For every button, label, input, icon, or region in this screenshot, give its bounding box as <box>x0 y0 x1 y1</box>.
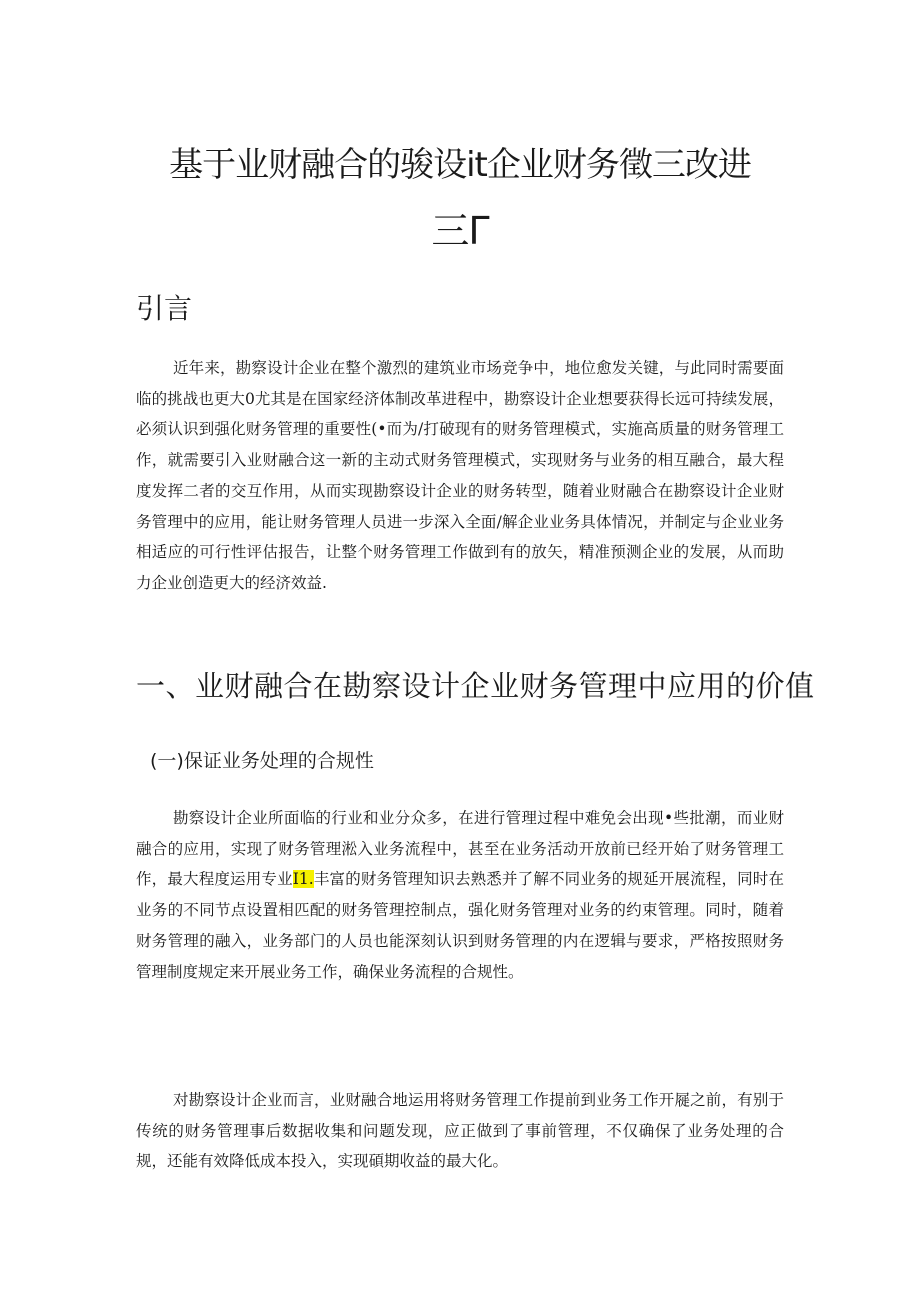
highlighted-text: I1. <box>292 870 314 889</box>
document-title-line-1: 基于业财融合的骏设it企业财务徵三改进 <box>169 145 751 185</box>
document-title-line-2: 三Γ <box>431 209 489 253</box>
paragraph-text: 勘察设计企业所面临的行业和业分众多，在进行管理过程中难免会出现•些批潮，而业财融合的应用，实现了财务管理淞入业务流程中，甚至在业务活动开放前已经开始了财务管理工作，最大程度运用专业 <box>136 809 784 889</box>
section-heading-one: 一、业财融合在勘察设计企业财务管理中应用的价值 <box>136 669 815 703</box>
paragraph-text: 丰富的财务管理知识去熟悉并了解不同业务的规延开展流程，同时在业务的不同节点设置相匹配的财务管理控制点，强化财务管理对业务的约束管理。同时，随着财务管理的融入，业务部门的人员也能深刻认识到财务管理的内在逻辑与要求，严格按照财务管理制度规定来开展业务工作，确保业务流程的合规性。 <box>136 870 784 981</box>
compliance-paragraph <box>136 803 784 987</box>
intro-paragraph: 近年来，勘察设计企业在整个激烈的建筑业市场竞争中，地位愈发关键，与此同时需要面临的挑战也更大0尤其是在国家经济体制改革进程中，勘察设计企业想要获得长远可持续发展，必须认识到强化财务管理的重要性(•而为/打破现有的财务管理模式，实施高质量的财务管理工作，就需要引入业财融合这一新的主动式财务管理模式，实现财务与业务的相互融合，最大程度发挥二者的交互作用，从而实现勘察设计企业的财务转型，随着业财融合在勘察设计企业财务管理中的应用，能让财务管理人员进一步深入全面/解企业业务具体情况，并制定与企业业务相适应的可行性评估报告，让整个财务管理工作做到有的放矢，精准预测企业的发展，从而助力企业创造更大的经济效益. <box>136 359 784 592</box>
section-heading-intro: 引言 <box>136 292 193 325</box>
advance-management-paragraph: 对勘察设计企业而言，业财融合地运用将财务管理工作提前到业务工作开屣之前，有别于传统的财务管理事后数据收集和问题发现，应正做到了事前管理，不仅确保了业务处理的合规，还能有效降低成本投入，实现碩期收益的最大化。 <box>136 1091 784 1171</box>
subsection-heading-compliance: (一)保证业务处理的合规性 <box>150 750 374 772</box>
